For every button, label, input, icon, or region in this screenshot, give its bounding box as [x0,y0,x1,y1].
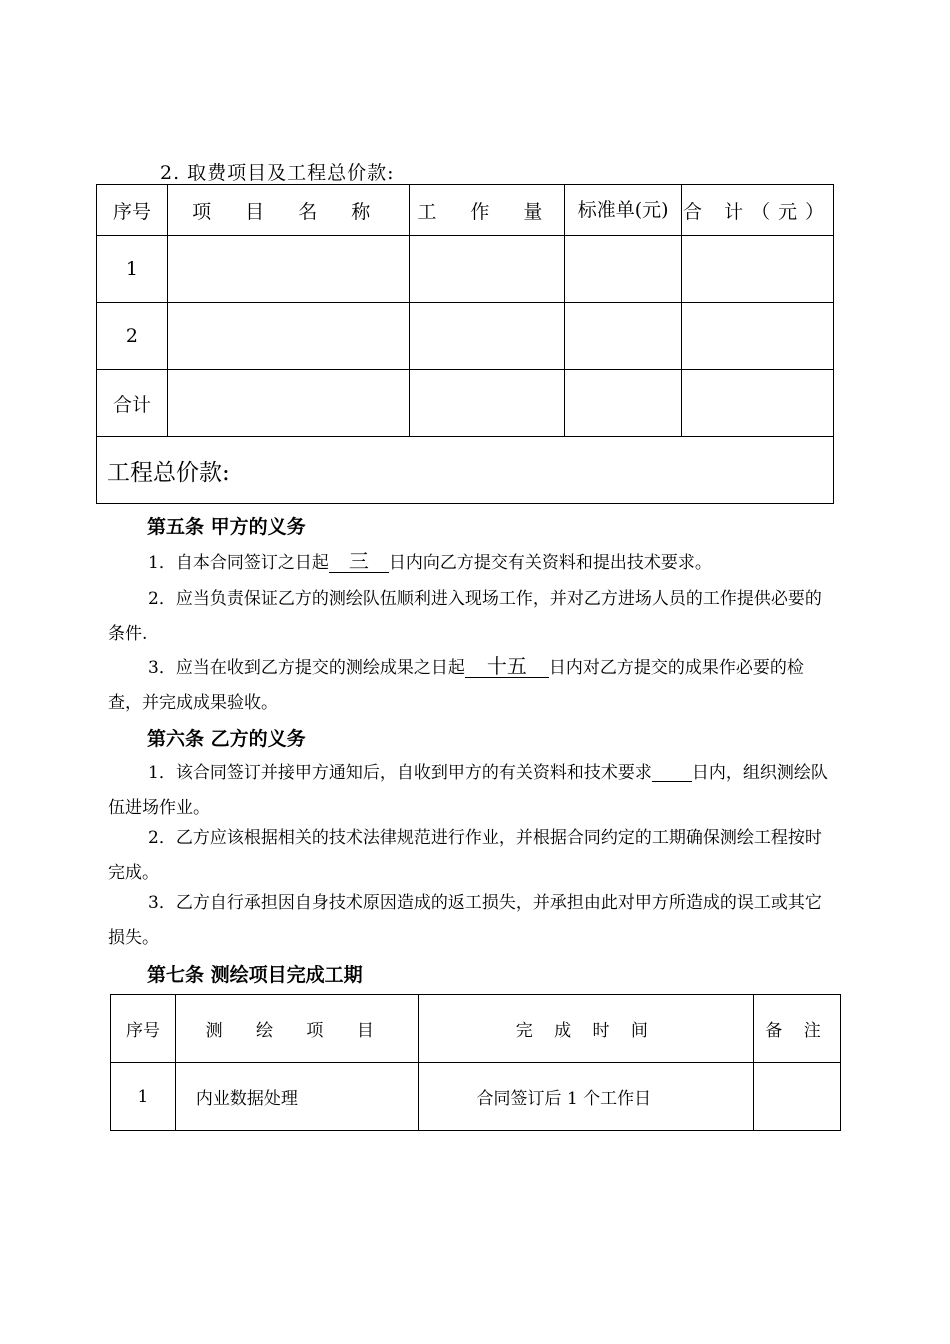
table-cell: 合计 [97,370,168,437]
table-cell [409,303,565,370]
table-row [97,303,834,370]
table-cell: 1 [111,1063,176,1131]
col-header-remarks: 备 注 [754,995,841,1063]
article6-heading: 第六条 乙方的义务 [147,728,306,750]
article5-paragraph-2: 2．应当负责保证乙方的测绘队伍顺利进入现场工作，并对乙方进场人员的工作提供必要的条件. [108,589,822,644]
days-blank: 十五 [465,655,549,678]
col-header-subtotal: 合 计（元） [682,185,834,236]
table-cell [167,303,409,370]
days-blank [652,761,692,782]
table-cell [682,303,834,370]
col-header-unit-price: 标准单(元) [565,185,682,236]
table-cell [409,236,565,303]
col-header-survey-item: 测 绘 项 目 [175,995,418,1063]
table-cell [167,236,409,303]
article5-heading: 第五条 甲方的义务 [147,516,306,538]
fee-table [96,184,834,504]
table-cell: 内业数据处理 [175,1063,418,1131]
col-header-completion-time: 完 成 时 间 [418,995,754,1063]
article6-paragraph-3: 3．乙方自行承担因自身技术原因造成的返工损失，并承担由此对甲方所造成的误工或其它损失。 [108,893,822,948]
table-cell [565,370,682,437]
col-header-index: 序号 [111,995,176,1063]
article7-heading: 第七条 测绘项目完成工期 [147,964,363,986]
schedule-table-header [111,995,841,1063]
days-blank: 三 [329,550,389,573]
table-cell: 2 [97,303,168,370]
table-row [97,236,834,303]
col-header-item-name: 项 目 名 称 [167,185,409,236]
table-cell [565,303,682,370]
table-cell: 1 [97,236,168,303]
table-cell [682,236,834,303]
schedule-table [110,994,841,1131]
table-cell [167,370,409,437]
article5-paragraph-3: 3．应当在收到乙方提交的测绘成果之日起 十五 日内对乙方提交的成果作必要的检查，并完成成果验收。 [108,654,804,713]
table-cell [409,370,565,437]
article6-paragraph-2: 2．乙方应该根据相关的技术法律规范进行作业，并根据合同约定的工期确保测绘工程按时完成。 [108,828,822,883]
total-price-row [97,437,834,504]
fee-table-header [97,185,834,236]
table-row [97,370,834,437]
article5-paragraph-1: 1．自本合同签订之日起 三 日内向乙方提交有关资料和提出技术要求。 [148,549,712,573]
fee-section-title: 2. 取费项目及工程总价款: [160,162,395,184]
table-row [111,1063,841,1131]
col-header-workload: 工 作 量 [409,185,565,236]
table-cell [565,236,682,303]
table-cell: 合同签订后 1 个工作日 [418,1063,754,1131]
total-price-label: 工程总价款: [97,437,834,504]
table-cell [754,1063,841,1131]
article6-paragraph-1: 1．该合同签订并接甲方通知后，自收到甲方的有关资料和技术要求 日内，组织测绘队伍进场作业。 [108,763,828,818]
col-header-index: 序号 [97,185,168,236]
table-cell [682,370,834,437]
